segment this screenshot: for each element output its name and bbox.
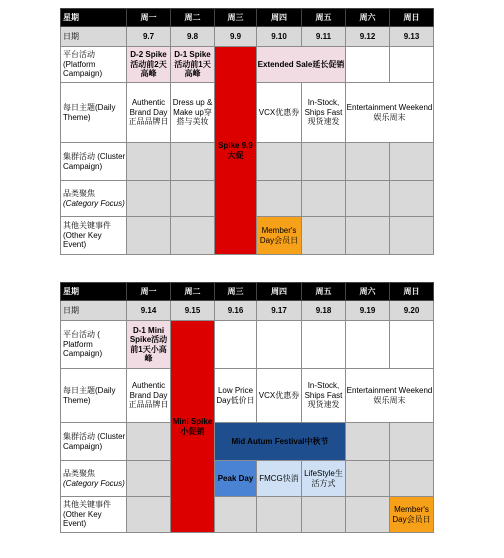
date-cell: 9.14 (127, 301, 171, 321)
extended-sale-cell: Extended Sale延长促销 (257, 47, 346, 83)
platform-campaign-label: 平台活动 ( Platform Campaign) (61, 321, 127, 369)
empty-cell (127, 217, 171, 255)
empty-cell (257, 143, 302, 181)
mini-spike-cell: Mini Spike小促销 (171, 321, 215, 533)
empty-cell (302, 217, 346, 255)
week2-category-row (61, 461, 434, 497)
empty-cell (127, 181, 171, 217)
empty-cell (302, 181, 346, 217)
empty-cell (390, 47, 434, 83)
d1-mini-spike-cell: D-1 Mini Spike活动前1天小高峰 (127, 321, 171, 369)
empty-cell (127, 423, 171, 461)
members-day-cell: Member's Day会员日 (257, 217, 302, 255)
cluster-campaign-label: 集群活动 (Cluster Campaign) (61, 143, 127, 181)
empty-cell (127, 143, 171, 181)
entertainment-weekend-cell: Entertainment Weekend娱乐周末 (346, 369, 434, 423)
category-focus-label (61, 461, 127, 497)
weekday-wed: 周三 (215, 283, 257, 301)
week1-calendar-table (60, 8, 434, 255)
empty-cell (257, 321, 302, 369)
date-cell: 9.11 (302, 27, 346, 47)
weekday-tue: 周二 (171, 283, 215, 301)
cluster-campaign-label: 集群活动 (Cluster Campaign) (61, 423, 127, 461)
empty-cell (390, 143, 434, 181)
platform-label-en: (Platform Campaign) (63, 59, 103, 79)
empty-cell (346, 47, 390, 83)
week1-platform-row (61, 47, 434, 83)
empty-cell (390, 461, 434, 497)
empty-cell (346, 461, 390, 497)
lifestyle-cell: LifeStyle生活方式 (302, 461, 346, 497)
week1-date-row (61, 27, 434, 47)
weekday-fri: 周五 (302, 9, 346, 27)
date-cell: 9.7 (127, 27, 171, 47)
week2-other-row (61, 497, 434, 533)
members-day-cell: Member's Day会员日 (390, 497, 434, 533)
date-cell: 9.17 (257, 301, 302, 321)
daily-theme-label: 每日主题(Daily Theme) (61, 83, 127, 143)
date-cell: 9.10 (257, 27, 302, 47)
date-cell: 9.8 (171, 27, 215, 47)
weekday-sun: 周日 (390, 283, 434, 301)
weekday-label: 星期 (61, 9, 127, 27)
empty-cell (257, 181, 302, 217)
weekday-sat: 周六 (346, 9, 390, 27)
other-key-event-label: 其他关键事件 (Other Key Event) (61, 217, 127, 255)
empty-cell (127, 497, 171, 533)
vcx-coupon-cell: VCX优惠券 (257, 83, 302, 143)
weekday-mon: 周一 (127, 283, 171, 301)
empty-cell (390, 217, 434, 255)
week1-header-row (61, 9, 434, 27)
category-label-en: (Category Focus) (63, 478, 125, 488)
week2-theme-row (61, 369, 434, 423)
weekday-fri: 周五 (302, 283, 346, 301)
empty-cell (346, 181, 390, 217)
daily-theme-label: 每日主题(Daily Theme) (61, 369, 127, 423)
platform-label-cn: 平台活动 (63, 50, 95, 60)
empty-cell (346, 423, 390, 461)
spike-99-cell: Spike 9.9大促 (215, 47, 257, 255)
empty-cell (302, 143, 346, 181)
date-label: 日期 (61, 301, 127, 321)
empty-cell (171, 217, 215, 255)
week2-platform-row (61, 321, 434, 369)
category-focus-label (61, 181, 127, 217)
dress-up-cell: Dress up & Make up穿搭与美妆 (171, 83, 215, 143)
date-cell: 9.15 (171, 301, 215, 321)
date-cell: 9.18 (302, 301, 346, 321)
in-stock-cell: In-Stock, Ships Fast现货速发 (302, 83, 346, 143)
low-price-day-cell: Low Price Day低价日 (215, 369, 257, 423)
date-cell: 9.20 (390, 301, 434, 321)
empty-cell (346, 321, 390, 369)
authentic-brand-day-cell: Authentic Brand Day正品品牌日 (127, 369, 171, 423)
in-stock-cell: In-Stock, Ships Fast现货速发 (302, 369, 346, 423)
fmcg-cell: FMCG快消 (257, 461, 302, 497)
weekday-thu: 周四 (257, 283, 302, 301)
category-label-cn: 品类聚焦 (63, 469, 95, 478)
other-key-event-label: 其他关键事件 (Other Key Event) (61, 497, 127, 533)
empty-cell (302, 497, 346, 533)
d1-spike-cell: D-1 Spike活动前1天高峰 (171, 47, 215, 83)
weekday-wed: 周三 (215, 9, 257, 27)
weekday-tue: 周二 (171, 9, 215, 27)
empty-cell (257, 497, 302, 533)
empty-cell (302, 321, 346, 369)
d2-spike-cell: D-2 Spike活动前2天高峰 (127, 47, 171, 83)
category-label-en: (Category Focus) (63, 198, 125, 208)
empty-cell (346, 217, 390, 255)
weekday-thu: 周四 (257, 9, 302, 27)
date-cell: 9.19 (346, 301, 390, 321)
date-cell: 9.13 (390, 27, 434, 47)
authentic-brand-day-cell: Authentic Brand Day正品品牌日 (127, 83, 171, 143)
week2-header-row (61, 283, 434, 301)
week2-cluster-row (61, 423, 434, 461)
category-label-cn: 品类聚焦 (63, 189, 95, 198)
entertainment-weekend-cell: Entertainment Weekend娱乐周末 (346, 83, 434, 143)
mid-autumn-festival-cell: Mid Autum Festival中秋节 (215, 423, 346, 461)
date-cell: 9.9 (215, 27, 257, 47)
week2-date-row (61, 301, 434, 321)
peak-day-cell: Peak Day (215, 461, 257, 497)
empty-cell (390, 423, 434, 461)
weekday-mon: 周一 (127, 9, 171, 27)
date-cell: 9.12 (346, 27, 390, 47)
empty-cell (171, 143, 215, 181)
empty-cell (390, 181, 434, 217)
empty-cell (215, 321, 257, 369)
week2-calendar-table (60, 282, 434, 533)
empty-cell (127, 461, 171, 497)
platform-campaign-label (61, 47, 127, 83)
empty-cell (346, 143, 390, 181)
empty-cell (346, 497, 390, 533)
empty-cell (215, 497, 257, 533)
empty-cell (171, 181, 215, 217)
vcx-coupon-cell: VCX优惠券 (257, 369, 302, 423)
date-label: 日期 (61, 27, 127, 47)
empty-cell (390, 321, 434, 369)
weekday-sat: 周六 (346, 283, 390, 301)
weekday-label: 星期 (61, 283, 127, 301)
weekday-sun: 周日 (390, 9, 434, 27)
date-cell: 9.16 (215, 301, 257, 321)
